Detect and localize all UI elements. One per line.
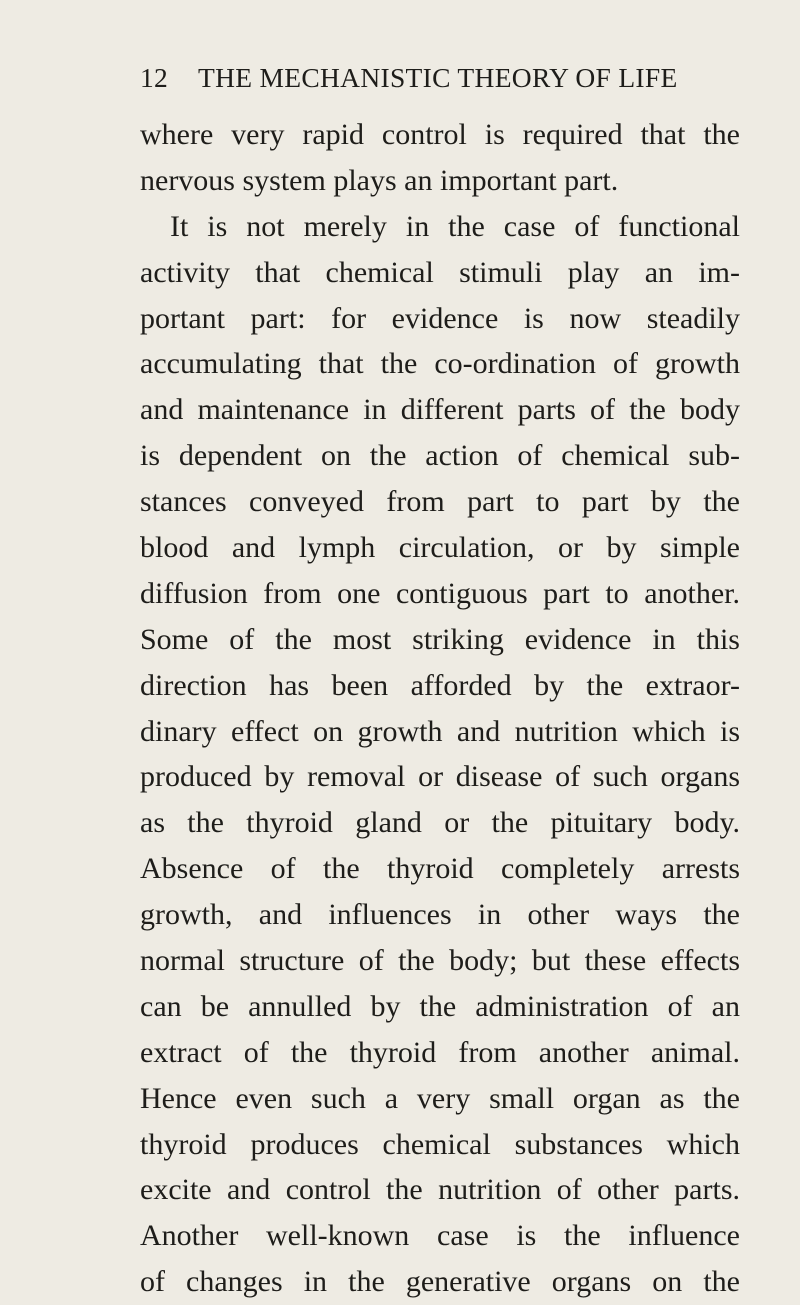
text-line: of changes in the generative organs on the — [140, 1265, 740, 1299]
text-line: Absence of the thyroid completely arrests — [140, 852, 740, 886]
text-line: dinary effect on growth and nutrition which is — [140, 714, 740, 748]
text-line: thyroid produces chemical substances which — [140, 1127, 740, 1161]
text-line: is dependent on the action of chemical sub- — [140, 439, 740, 473]
text-line: accumulating that the co-ordination of growth — [140, 347, 740, 381]
text-line: activity that chemical stimuli play an im- — [140, 255, 740, 289]
text-line: It is not merely in the case of functional — [170, 209, 740, 243]
text-line: where very rapid control is required that the — [140, 118, 740, 151]
body-text — [140, 112, 740, 1305]
text-line: portant part: for evidence is now steadily — [140, 301, 740, 335]
text-line: and maintenance in different parts of the body — [140, 393, 740, 427]
text-line: produced by removal or disease of such organs — [140, 760, 740, 794]
text-line: as the thyroid gland or the pituitary body. — [140, 806, 740, 840]
text-line: Another well-known case is the influence — [140, 1219, 740, 1253]
text-line: growth, and influences in other ways the — [140, 898, 740, 932]
text-line: nervous system plays an important part. — [140, 163, 619, 197]
text-line: excite and control the nutrition of other parts. — [140, 1173, 740, 1207]
text-line: stances conveyed from part to part by the — [140, 485, 740, 519]
text-line: Some of the most striking evidence in this — [140, 622, 740, 656]
text-line: Hence even such a very small organ as the — [140, 1081, 740, 1115]
text-line: direction has been afforded by the extraor- — [140, 668, 740, 702]
running-title: THE MECHANISTIC THEORY OF LIFE — [198, 62, 678, 93]
running-head — [140, 60, 740, 96]
page-number: 12 — [140, 62, 169, 93]
text-line: normal structure of the body; but these effects — [140, 944, 740, 978]
text-line: diffusion from one contiguous part to another. — [140, 576, 740, 610]
text-line: can be annulled by the administration of an — [140, 989, 740, 1023]
text-line: blood and lymph circulation, or by simple — [140, 531, 740, 565]
text-line: extract of the thyroid from another animal. — [140, 1035, 740, 1069]
